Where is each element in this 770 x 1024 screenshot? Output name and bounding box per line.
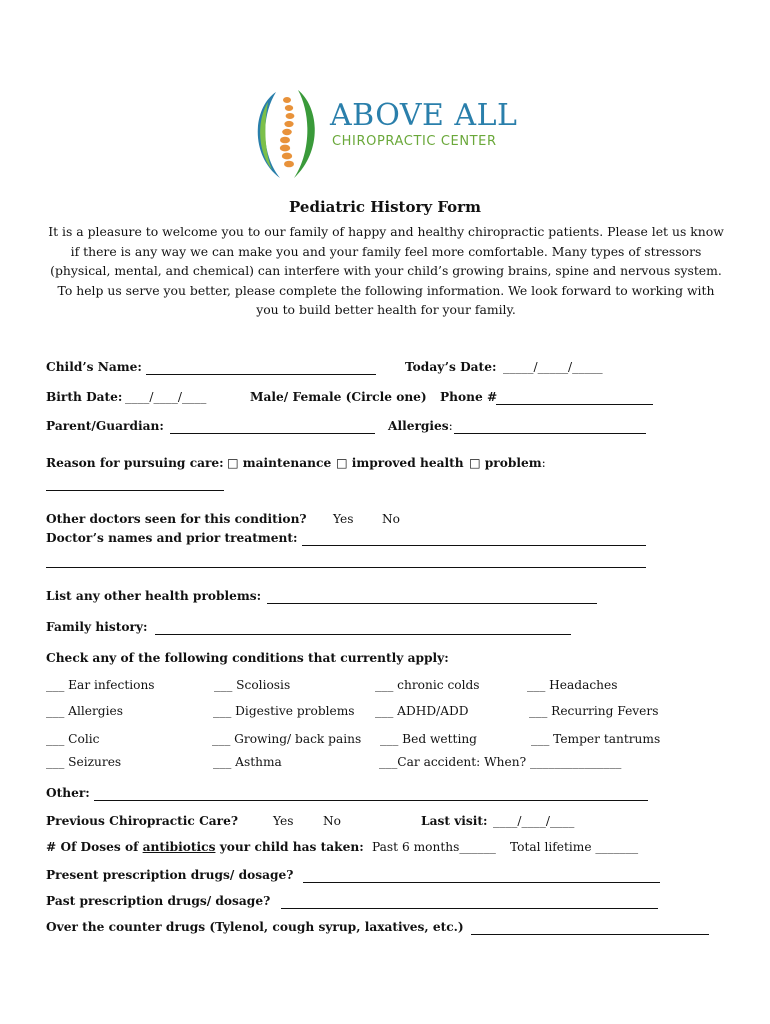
condition-headaches[interactable]: ___ Headaches — [527, 678, 618, 692]
logo — [246, 86, 536, 182]
condition-car-accident[interactable]: ___Car accident: When? _______________ — [379, 755, 622, 769]
condition-allergies[interactable]: ___ Allergies — [46, 704, 123, 718]
doctor-names-label: Doctor’s names and prior treatment: — [46, 531, 298, 545]
birth-date-label: Birth Date: — [46, 390, 123, 404]
improved-health-checkbox[interactable]: □ improved health — [336, 456, 464, 470]
last-visit-label: Last visit: — [421, 814, 488, 828]
past-rx-label: Past prescription drugs/ dosage? — [46, 894, 271, 908]
parent-guardian-field[interactable] — [170, 433, 375, 434]
previous-care-no[interactable]: No — [323, 814, 342, 828]
antibiotics-label: # Of Doses of antibiotics your child has taken: — [46, 840, 364, 854]
allergies-field[interactable] — [454, 433, 646, 434]
condition-scoliosis[interactable]: ___ Scoliosis — [214, 678, 291, 692]
previous-care-label: Previous Chiropractic Care? — [46, 814, 238, 828]
doctor-names-field-2[interactable] — [46, 567, 646, 568]
problem-field[interactable] — [46, 490, 224, 491]
present-rx-field[interactable] — [303, 882, 660, 883]
condition-growing-back-pains[interactable]: ___ Growing/ back pains — [212, 732, 362, 746]
condition-adhd-add[interactable]: ___ ADHD/ADD — [375, 704, 469, 718]
past-rx-field[interactable] — [281, 908, 658, 909]
brand-name: ABOVE ALL — [330, 98, 518, 133]
conditions-heading: Check any of the following conditions that currently apply: — [46, 651, 449, 665]
doctor-names-field[interactable] — [302, 545, 646, 546]
condition-bed-wetting[interactable]: ___ Bed wetting — [380, 732, 477, 746]
condition-ear-infections[interactable]: ___ Ear infections — [46, 678, 155, 692]
other-health-label: List any other health problems: — [46, 589, 262, 603]
childs-name-field[interactable] — [146, 374, 376, 375]
other-field[interactable] — [94, 800, 648, 801]
family-history-label: Family history: — [46, 620, 148, 634]
maintenance-checkbox[interactable]: □ maintenance — [227, 456, 332, 470]
condition-asthma[interactable]: ___ Asthma — [213, 755, 282, 769]
spine-logo-icon — [246, 86, 330, 182]
intro-paragraph: It is a pleasure to welcome you to our family of happy and healthy chiropractic patients. Please let us know if there is any way we can make you and your family feel more comfortable. Many types of stressors (physical, mental, and chemical) can interfere with your child’s growing brains, spine and nervous system. To help us serve you better, please complete the following information. We look forward to working with you to build better health for your family. — [48, 224, 724, 318]
birth-date-field[interactable]: ____/____/____ — [125, 390, 207, 404]
other-health-field[interactable] — [267, 603, 597, 604]
problem-checkbox[interactable]: □ problem: — [469, 456, 546, 470]
other-doctors-no[interactable]: No — [382, 512, 401, 526]
phone-field[interactable] — [496, 404, 653, 405]
other-doctors-yes[interactable]: Yes — [333, 512, 354, 526]
form-title: Pediatric History Form — [289, 198, 481, 216]
previous-care-yes[interactable]: Yes — [273, 814, 294, 828]
todays-date-label: Today’s Date: — [405, 360, 497, 374]
last-visit-field[interactable]: ____/____/____ — [493, 814, 575, 828]
parent-guardian-label: Parent/Guardian: — [46, 419, 164, 433]
condition-digestive-problems[interactable]: ___ Digestive problems — [213, 704, 355, 718]
condition-chronic-colds[interactable]: ___ chronic colds — [375, 678, 480, 692]
otc-field[interactable] — [471, 934, 709, 935]
condition-recurring-fevers[interactable]: ___ Recurring Fevers — [529, 704, 659, 718]
reason-label: Reason for pursuing care: — [46, 456, 224, 470]
condition-colic[interactable]: ___ Colic — [46, 732, 100, 746]
other-label: Other: — [46, 786, 90, 800]
brand-subtitle: CHIROPRACTIC CENTER — [332, 134, 497, 149]
otc-label: Over the counter drugs (Tylenol, cough syrup, laxatives, etc.) — [46, 920, 464, 934]
condition-temper-tantrums[interactable]: ___ Temper tantrums — [531, 732, 661, 746]
antibiotics-total-lifetime[interactable]: Total lifetime _______ — [510, 840, 639, 854]
condition-seizures[interactable]: ___ Seizures — [46, 755, 122, 769]
other-doctors-label: Other doctors seen for this condition? — [46, 512, 307, 526]
todays-date-field[interactable]: _____/_____/_____ — [503, 360, 603, 374]
sex-label[interactable]: Male/ Female (Circle one) — [250, 390, 427, 404]
present-rx-label: Present prescription drugs/ dosage? — [46, 868, 294, 882]
allergies-label: Allergies: — [388, 419, 453, 433]
phone-label: Phone # — [440, 390, 498, 404]
antibiotics-past-6-months[interactable]: Past 6 months______ — [372, 840, 496, 854]
childs-name-label: Child’s Name: — [46, 360, 142, 374]
family-history-field[interactable] — [155, 634, 571, 635]
